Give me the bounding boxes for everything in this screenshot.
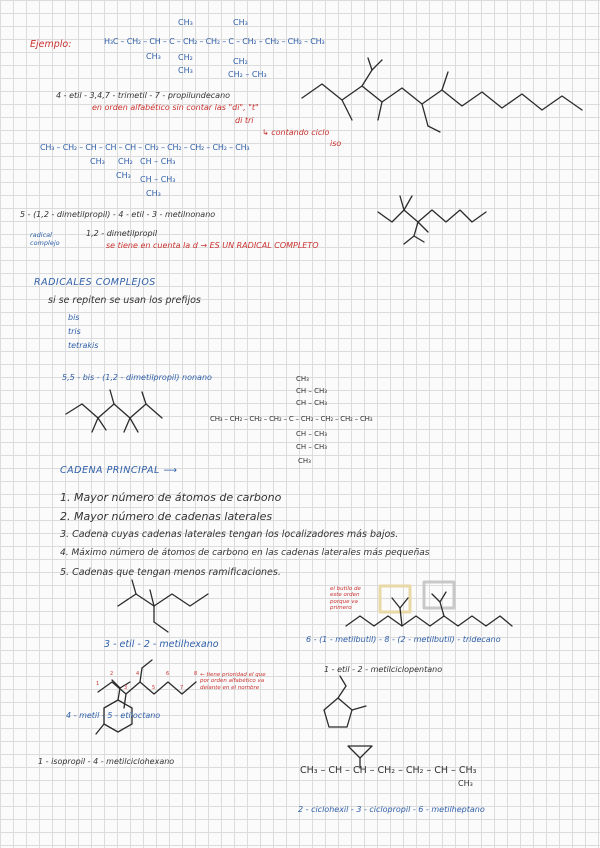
octano-num-7: 7 bbox=[180, 685, 184, 691]
octano-num-8: 8 bbox=[194, 671, 198, 677]
ejemplo2-radical-label: radical complejo bbox=[30, 231, 60, 247]
radicales-heading: RADICALES COMPLEJOS bbox=[34, 277, 156, 288]
ejemplo-note-iso: iso bbox=[330, 139, 342, 148]
cadena-heading-text: CADENA PRINCIPAL bbox=[60, 465, 160, 476]
cadena-rule-2: 2. Mayor número de cadenas laterales bbox=[60, 510, 273, 523]
example-6-chain: CH₃ – CH – CH – CH₂ – CH₂ – CH – CH₃ bbox=[300, 765, 477, 776]
ejemplo-sub-ch3-top-1: CH₃ bbox=[178, 18, 193, 27]
prefix-bis: bis bbox=[68, 313, 80, 322]
ejemplo-sub-ch3-top-2: CH₃ bbox=[233, 18, 248, 27]
ejemplo2-branch-ch3-2: CH₃ bbox=[116, 171, 131, 180]
example-3-name: 1 - etil - 2 - metilciclopentano bbox=[324, 665, 443, 674]
ejemplo-sub-ch2ch3: CH₂ – CH₃ bbox=[228, 70, 267, 79]
ejemplo-sub-ch2-2: CH₂ bbox=[233, 57, 248, 66]
octano-num-4: 4 bbox=[136, 671, 140, 677]
ejemplo2-branch-ch-ch3-1: CH – CH₃ bbox=[140, 157, 176, 166]
ejemplo-main-chain: H₃C – CH₂ – CH – C – CH₂ – CH₂ – C – CH₂ – CH₂ – CH₂ – CH₃ bbox=[104, 37, 325, 46]
ejemplo2-radical-note: se tiene en cuenta la d → ES UN RADICAL COMPLETO bbox=[106, 241, 319, 250]
ejemplo-note-ciclo: ↳ contando ciclo bbox=[262, 128, 330, 137]
ejemplo-sub-ch3-4: CH₃ bbox=[178, 66, 193, 75]
skeletal-ciclopentano bbox=[324, 676, 366, 727]
ejemplo-note-alfabetico: en orden alfabético sin contar las "di", "t" bbox=[92, 103, 259, 112]
octano-num-5: 5 bbox=[152, 685, 156, 691]
radicales-up-1: CH₃ bbox=[296, 375, 309, 383]
cadena-rule-1: 1. Mayor número de átomos de carbono bbox=[60, 491, 282, 504]
example-2-note: el butilo de este orden porque va primero bbox=[330, 586, 361, 611]
radicales-main-chain: CH₃ – CH₂ – CH₂ – CH₂ – C – CH₂ – CH₂ – CH₂ – CH₃ bbox=[210, 415, 373, 423]
ejemplo-label: Ejemplo: bbox=[30, 39, 72, 50]
example-2-name: 6 - (1 - metilbutil) - 8 - (2 - metilbutil) - tridecano bbox=[306, 635, 501, 644]
octano-num-2: 2 bbox=[110, 671, 114, 677]
radicales-dn-1: CH – CH₃ bbox=[296, 430, 328, 438]
octano-num-3: 3 bbox=[124, 685, 128, 691]
ejemplo-sub-ch3-bottom: CH₃ bbox=[146, 52, 161, 61]
skeletal-structure-3 bbox=[66, 390, 162, 432]
cadena-rule-3: 3. Cadena cuyas cadenas laterales tengan los localizadores más bajos. bbox=[60, 529, 399, 540]
radicales-up-2: CH – CH₃ bbox=[296, 387, 328, 395]
example-6-ch3: CH₃ bbox=[458, 779, 473, 788]
prefix-tetrakis: tetrakis bbox=[68, 341, 99, 350]
cadena-rule-5: 5. Cadenas que tengan menos ramificaciones. bbox=[60, 567, 281, 578]
ejemplo2-name: 5 - (1,2 - dimetilpropil) - 4 - etil - 3 - metilnonano bbox=[20, 210, 216, 219]
skeletal-structure-1 bbox=[302, 58, 582, 132]
ejemplo2-radical-name: 1,2 - dimetilpropil bbox=[86, 229, 158, 238]
ejemplo-sub-ch2-1: CH₂ bbox=[178, 53, 193, 62]
example-1-name: 3 - etil - 2 - metilhexano bbox=[104, 639, 219, 650]
example-4-note: ← tiene prioridad el que por orden alfabético va delante en el nombre bbox=[200, 672, 266, 691]
ejemplo-note-ciclo-text: contando ciclo bbox=[271, 128, 330, 137]
skeletal-structure-2 bbox=[378, 196, 486, 244]
ejemplo-note-di-tri: di tri bbox=[235, 116, 254, 125]
radicales-dn-3: CH₃ bbox=[298, 457, 311, 465]
cadena-heading: CADENA PRINCIPAL ⟶ bbox=[60, 465, 178, 476]
prefix-tris: tris bbox=[68, 327, 81, 336]
ejemplo2-branch-ch-ch3-2: CH – CH₃ bbox=[140, 175, 176, 184]
radicales-dn-2: CH – CH₃ bbox=[296, 443, 328, 451]
skeletal-octano bbox=[98, 660, 196, 708]
ejemplo2-branch-ch3: CH₃ bbox=[90, 157, 105, 166]
radicales-up-3: CH – CH₃ bbox=[296, 399, 328, 407]
cadena-rule-4: 4. Máximo número de átomos de carbono en las cadenas laterales más pequeñas bbox=[60, 548, 430, 558]
example-4-note-text: tiene prioridad el que por orden alfabético va delante en el nombre bbox=[200, 672, 266, 691]
example-6-name: 2 - ciclohexil - 3 - ciclopropil - 6 - metilheptano bbox=[298, 805, 485, 814]
ejemplo2-main-chain: CH₃ – CH₂ – CH – CH – CH – CH₂ – CH₂ – CH₂ – CH₂ – CH₃ bbox=[40, 143, 250, 152]
ejemplo-name: 4 - etil - 3,4,7 - trimetil - 7 - propilundecano bbox=[56, 91, 231, 100]
radicales-example-name: 5,5 - bis - (1,2 - dimetilpropil) nonano bbox=[62, 373, 212, 382]
ejemplo2-branch-ch2: CH₂ bbox=[118, 157, 133, 166]
skeletal-3-etil-2-metilhexano bbox=[118, 580, 208, 632]
ejemplo2-branch-ch3-3: CH₃ bbox=[146, 189, 161, 198]
example-5-name: 1 - isopropil - 4 - metilciclohexano bbox=[38, 757, 175, 766]
octano-num-6: 6 bbox=[166, 671, 170, 677]
radicales-rule: si se repiten se usan los prefijos bbox=[48, 295, 201, 306]
example-4-name: 4 - metil - 5 - etiloctano bbox=[66, 711, 161, 720]
octano-num-1: 1 bbox=[96, 681, 100, 687]
